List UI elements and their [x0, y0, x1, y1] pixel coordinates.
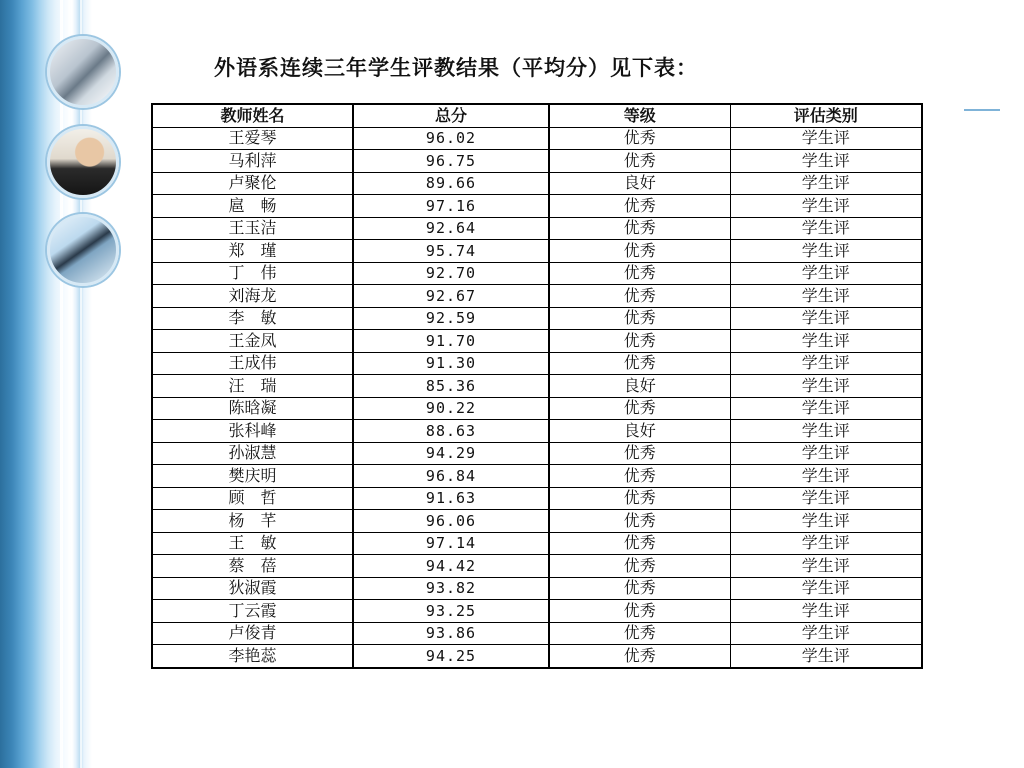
- total-score-cell: 97.14: [353, 532, 549, 555]
- evaluation-type-cell: 学生评: [730, 375, 922, 398]
- decorative-photo-circle-desk: [47, 214, 119, 286]
- total-score-cell: 92.67: [353, 285, 549, 308]
- left-decorative-band: [0, 0, 92, 768]
- evaluation-type-cell: 学生评: [730, 127, 922, 150]
- evaluation-results-table: [151, 103, 923, 669]
- teacher-name-cell: 扈 畅: [152, 195, 353, 218]
- evaluation-type-cell: 学生评: [730, 600, 922, 623]
- evaluation-type-cell: 学生评: [730, 240, 922, 263]
- table-row: [152, 307, 922, 330]
- table-row: [152, 195, 922, 218]
- evaluation-type-cell: 学生评: [730, 397, 922, 420]
- total-score-cell: 94.29: [353, 442, 549, 465]
- teacher-name-cell: 张科峰: [152, 420, 353, 443]
- grade-cell: 优秀: [549, 217, 730, 240]
- teacher-name-cell: 丁 伟: [152, 262, 353, 285]
- evaluation-type-cell: 学生评: [730, 487, 922, 510]
- total-score-cell: 91.30: [353, 352, 549, 375]
- grade-cell: 优秀: [549, 555, 730, 578]
- grade-cell: 良好: [549, 375, 730, 398]
- teacher-name-cell: 李 敏: [152, 307, 353, 330]
- grade-cell: 优秀: [549, 330, 730, 353]
- grade-cell: 优秀: [549, 150, 730, 173]
- total-score-cell: 92.64: [353, 217, 549, 240]
- table-row: [152, 487, 922, 510]
- grade-cell: 良好: [549, 172, 730, 195]
- decorative-photo-circle-person: [47, 126, 119, 198]
- table-row: [152, 600, 922, 623]
- evaluation-type-cell: 学生评: [730, 262, 922, 285]
- evaluation-type-cell: 学生评: [730, 577, 922, 600]
- total-score-cell: 96.75: [353, 150, 549, 173]
- total-score-cell: 93.82: [353, 577, 549, 600]
- teacher-name-cell: 郑 瑾: [152, 240, 353, 263]
- teacher-name-cell: 汪 瑞: [152, 375, 353, 398]
- table-row: [152, 217, 922, 240]
- evaluation-type-cell: 学生评: [730, 217, 922, 240]
- teacher-name-cell: 马利萍: [152, 150, 353, 173]
- evaluation-type-cell: 学生评: [730, 285, 922, 308]
- table-row: [152, 397, 922, 420]
- total-score-cell: 85.36: [353, 375, 549, 398]
- teacher-name-cell: 蔡 蓓: [152, 555, 353, 578]
- total-score-cell: 92.70: [353, 262, 549, 285]
- table-row: [152, 375, 922, 398]
- total-score-cell: 97.16: [353, 195, 549, 218]
- total-score-cell: 96.84: [353, 465, 549, 488]
- teacher-name-cell: 顾 哲: [152, 487, 353, 510]
- grade-cell: 优秀: [549, 622, 730, 645]
- evaluation-type-cell: 学生评: [730, 532, 922, 555]
- table-row: [152, 577, 922, 600]
- table-row: [152, 262, 922, 285]
- grade-cell: 优秀: [549, 285, 730, 308]
- total-score-cell: 94.42: [353, 555, 549, 578]
- total-score-cell: 92.59: [353, 307, 549, 330]
- evaluation-type-cell: 学生评: [730, 465, 922, 488]
- evaluation-type-cell: 学生评: [730, 420, 922, 443]
- evaluation-type-cell: 学生评: [730, 622, 922, 645]
- table-row: [152, 240, 922, 263]
- teacher-name-cell: 狄淑霞: [152, 577, 353, 600]
- grade-cell: 优秀: [549, 487, 730, 510]
- band-stripe: [68, 0, 70, 768]
- evaluation-type-cell: 学生评: [730, 645, 922, 668]
- grade-cell: 优秀: [549, 127, 730, 150]
- evaluation-type-cell: 学生评: [730, 195, 922, 218]
- teacher-name-cell: 李艳蕊: [152, 645, 353, 668]
- table-row: [152, 532, 922, 555]
- table-row: [152, 285, 922, 308]
- header-teacher-name: 教师姓名: [152, 104, 353, 127]
- total-score-cell: 89.66: [353, 172, 549, 195]
- decorative-photo-circle-pens: [47, 36, 119, 108]
- teacher-name-cell: 孙淑慧: [152, 442, 353, 465]
- table-row: [152, 352, 922, 375]
- table-row: [152, 622, 922, 645]
- teacher-name-cell: 刘海龙: [152, 285, 353, 308]
- evaluation-type-cell: 学生评: [730, 330, 922, 353]
- grade-cell: 优秀: [549, 510, 730, 533]
- teacher-name-cell: 王玉洁: [152, 217, 353, 240]
- teacher-name-cell: 卢俊青: [152, 622, 353, 645]
- grade-cell: 优秀: [549, 465, 730, 488]
- grade-cell: 优秀: [549, 307, 730, 330]
- total-score-cell: 95.74: [353, 240, 549, 263]
- table-row: [152, 127, 922, 150]
- teacher-name-cell: 樊庆明: [152, 465, 353, 488]
- teacher-name-cell: 王金凤: [152, 330, 353, 353]
- teacher-name-cell: 王成伟: [152, 352, 353, 375]
- teacher-name-cell: 王爱琴: [152, 127, 353, 150]
- header-total-score: 总分: [353, 104, 549, 127]
- slide-heading: 外语系连续三年学生评教结果（平均分）见下表：: [214, 56, 698, 80]
- grade-cell: 优秀: [549, 600, 730, 623]
- total-score-cell: 96.02: [353, 127, 549, 150]
- grade-cell: 优秀: [549, 645, 730, 668]
- evaluation-type-cell: 学生评: [730, 352, 922, 375]
- table-body: [152, 127, 922, 668]
- grade-cell: 优秀: [549, 240, 730, 263]
- total-score-cell: 91.63: [353, 487, 549, 510]
- grade-cell: 优秀: [549, 442, 730, 465]
- grade-cell: 优秀: [549, 397, 730, 420]
- total-score-cell: 91.70: [353, 330, 549, 353]
- table-row: [152, 330, 922, 353]
- table-row: [152, 555, 922, 578]
- table-row: [152, 510, 922, 533]
- table-row: [152, 150, 922, 173]
- teacher-name-cell: 陈晗凝: [152, 397, 353, 420]
- teacher-name-cell: 丁云霞: [152, 600, 353, 623]
- total-score-cell: 88.63: [353, 420, 549, 443]
- teacher-name-cell: 王 敏: [152, 532, 353, 555]
- table-row: [152, 645, 922, 668]
- teacher-name-cell: 卢聚伦: [152, 172, 353, 195]
- decorative-accent-line: [964, 109, 1000, 111]
- evaluation-type-cell: 学生评: [730, 442, 922, 465]
- grade-cell: 良好: [549, 420, 730, 443]
- grade-cell: 优秀: [549, 195, 730, 218]
- total-score-cell: 93.86: [353, 622, 549, 645]
- header-grade: 等级: [549, 104, 730, 127]
- table-row: [152, 172, 922, 195]
- header-evaluation-type: 评估类别: [730, 104, 922, 127]
- grade-cell: 优秀: [549, 262, 730, 285]
- evaluation-type-cell: 学生评: [730, 555, 922, 578]
- table-row: [152, 442, 922, 465]
- evaluation-type-cell: 学生评: [730, 172, 922, 195]
- total-score-cell: 90.22: [353, 397, 549, 420]
- total-score-cell: 94.25: [353, 645, 549, 668]
- grade-cell: 优秀: [549, 352, 730, 375]
- grade-cell: 优秀: [549, 532, 730, 555]
- table-row: [152, 420, 922, 443]
- band-stripe: [80, 0, 82, 768]
- band-stripe: [60, 0, 63, 768]
- evaluation-type-cell: 学生评: [730, 307, 922, 330]
- teacher-name-cell: 杨 芊: [152, 510, 353, 533]
- total-score-cell: 93.25: [353, 600, 549, 623]
- table-header-row: [152, 104, 922, 127]
- evaluation-type-cell: 学生评: [730, 510, 922, 533]
- grade-cell: 优秀: [549, 577, 730, 600]
- table-row: [152, 465, 922, 488]
- total-score-cell: 96.06: [353, 510, 549, 533]
- evaluation-type-cell: 学生评: [730, 150, 922, 173]
